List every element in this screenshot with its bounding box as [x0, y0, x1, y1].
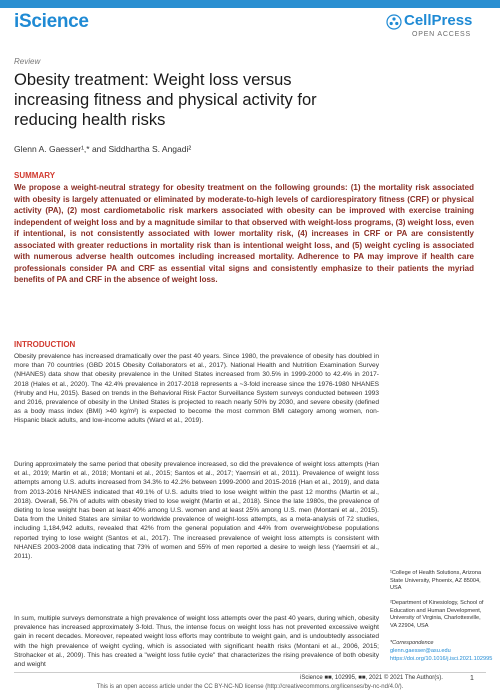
summary-heading: SUMMARY — [14, 171, 56, 180]
introduction-heading: INTRODUCTION — [14, 340, 76, 349]
footer-citation: iScience ■■, 102995, ■■, 2021 © 2021 The Author(s). — [300, 675, 443, 681]
footer-divider — [14, 672, 486, 673]
article-title: Obesity treatment: Weight loss versus increasing fitness and physical activity for reducing health risks — [14, 71, 317, 129]
correspondence-label: *Correspondence — [390, 640, 434, 646]
top-color-bar — [0, 0, 500, 8]
intro-paragraph-3: In sum, multiple surveys demonstrate a high prevalence of weight loss attempts over the past 40 years, during which, obesity prevalence has increased approximately 3-fold. Thus, the intense focus on weight loss has not prevented excessive weight gain in recent decades. Moreover, repeated weight loss efforts may contribute to weight gain, and is undoubtedly associated with the high prevalence of weight cycling, which is associated with significant health risks (Montani et al., 2006, 2015; Strohacker et al., 2009). This has created a "weight loss futile cycle" that characterizes the rising prevalence of both obesity and weight — [14, 615, 379, 669]
intro-paragraph-2: During approximately the same period that obesity prevalence increased, so did the prevalence of weight loss attempts (Han et al., 2019; Martin et al., 2018; Montani et al., 2015; Santos et al., 2017; Yaemsiri et al., 2011). Prevalence of weight loss attempts among U.S. adults increased from 34.3% to 42.2% between 1999-2000 and 2015-2016 (Han et al., 2019), and data from 2013-2016 NHANES indicated that 49.1% of U.S. adults tried to lose weight within the past 12 months (Martin et al., 2018). Overall, 56.7% of adults with obesity tried to lose weight (Martin et al., 2018). Since the late 1980s, the prevalence of dieting to lose weight has been at least 40% among U.S. women and at least 25% among U.S. men (Montani et al., 2015). Data from the United States are similar to worldwide prevalence of weight-loss attempts, as a meta-analysis of 72 studies, including 1,184,942 adults, revealed that 42% from the general population and 44% from overweight/obese populations reported trying to lose weight (Santos et al., 2017). The increased prevalence of weight loss attempts is consistent with NHANES 2003-2008 data indicating that 73% of women and 55% of men reported a desire to weigh less (Yaemsiri et al., 2011). — [14, 461, 379, 561]
doi-link[interactable]: https://doi.org/10.1016/j.isci.2021.102995 — [390, 656, 493, 662]
affiliation-2: ²Department of Kinesiology, School of Education and Human Development, University of Virginia, Charlottesville, VA 22904, USA — [390, 600, 484, 629]
footer-license: This is an open access article under the CC BY-NC-ND license (http://creativecommons.org/licenses/by-nc-nd/4.0/). — [96, 684, 404, 690]
intro-paragraph-1: Obesity prevalence has increased dramatically over the past 40 years. Since 1980, the prevalence of obesity has doubled in more than 70 countries (GBD 2015 Obesity Collaborators et al., 2017). National Health and Nutrition Examination Survey (NHANES) data show that obesity prevalence in the United States increased from 30.5% in 1999-2000 to 42.4% in 2017-2018 (Hales et al., 2020). The 42.4% prevalence in 2017-2018 represents a ~3-fold increase since the 1976-1980 NHANES (Hruby and Hu, 2015). Based on trends in the Behavioral Risk Factor Surveillance System surveys conducted between 1993 and 2016, prevalence of obesity in the United States is projected to reach nearly 50% by 2030, and severe obesity (defined as a body mass index (BMI) >40 kg/m²) is expected to become the most common BMI category among women, non-Hispanic black adults, and low-income adults (Ward et al., 2019). — [14, 353, 379, 425]
open-access-label: OPEN ACCESS — [412, 31, 471, 38]
article-authors: Glenn A. Gaesser¹,* and Siddhartha S. Angadi² — [14, 144, 192, 154]
article-type: Review — [14, 57, 41, 66]
correspondence-email[interactable]: glenn.gaesser@asu.edu — [390, 648, 451, 654]
publisher-name: CellPress — [404, 12, 473, 29]
affiliation-1: ¹College of Health Solutions, Arizona State University, Phoenix, AZ 85004, USA — [390, 570, 482, 592]
journal-name: iScience — [14, 11, 89, 32]
cellpress-logo-icon — [386, 14, 402, 30]
summary-text: We propose a weight-neutral strategy for obesity treatment on the following grounds: (1) the mortality risk associated with obesity is largely attenuated or eliminated by moderate-to-high levels of cardiorespiratory fitness (CRF) or physical activity (PA), (2) most cardiometabolic risk markers associated with obesity can be improved with exercise training independent of weight loss and by a magnitude similar to that observed with weight-loss programs, (3) weight loss, even if intentional, is not consistently associated with lower mortality risk, (4) increases in CRF or PA are consistently associated with greater reductions in mortality risk than is intentional weight loss, and (5) weight cycling is associated with numerous adverse health outcomes including increased mortality. Adherence to PA may improve if health care professionals consider PA and CRF as essential vital signs and consistently emphasize to their patients the myriad benefits of PA and CRF in the absence of weight loss. — [14, 183, 474, 284]
page-number: 1 — [470, 675, 474, 682]
